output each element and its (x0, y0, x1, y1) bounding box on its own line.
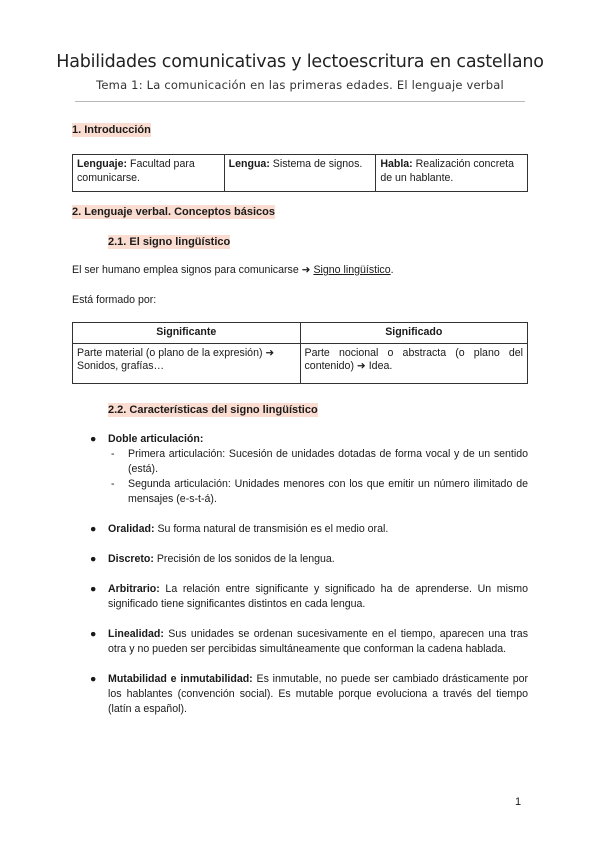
section-1-heading-text: 1. Introducción (72, 124, 151, 136)
signo-table-header-row (73, 323, 528, 344)
document-subtitle: Tema 1: La comunicación en las primeras edades. El lenguaje verbal (96, 78, 504, 92)
item-term: Discreto: (108, 553, 154, 565)
signo-table-row (73, 343, 528, 383)
header-significante: Significante (73, 323, 301, 344)
sub-item-segunda (72, 477, 528, 507)
characteristics-list (72, 432, 528, 717)
header-divider (75, 101, 525, 102)
definition-cell-lenguaje (73, 155, 225, 192)
definition-cell-habla (376, 155, 528, 192)
bullet-icon: ● (90, 433, 97, 445)
definition-text: Realización concreta de un hablante. (380, 158, 514, 184)
bullet-icon: ● (90, 583, 97, 595)
bullet-icon: ● (90, 673, 97, 685)
sub-item-text: Segunda articulación: Unidades menores con los que emitir un número ilimitado de mensajes (e-s-t-á). (128, 478, 528, 505)
item-term: Doble articulación: (108, 433, 204, 445)
item-term: Oralidad: (108, 523, 155, 535)
bullet-icon: ● (90, 553, 97, 565)
sub-item-text: Primera articulación: Sucesión de unidades dotadas de forma vocal y de un sentido (está). (128, 448, 528, 475)
cell-significado: Parte nocional o abstracta (o plano del contenido) ➜ Idea. (300, 343, 528, 383)
definition-term: Lenguaje: (77, 158, 128, 170)
document-title: Habilidades comunicativas y lectoescritura en castellano (56, 52, 544, 72)
item-text: Sus unidades se ordenan sucesivamente en el tiempo, aparecen una tras otra y no pueden ser percibidas simultáneamente que conforman la cadena hablada. (108, 628, 528, 655)
section-2-heading (72, 206, 275, 218)
cell-significante: Parte material (o plano de la expresión) ➜ Sonidos, grafías… (73, 343, 301, 383)
bullet-icon: ● (90, 628, 97, 640)
paragraph-signo-text: El ser humano emplea signos para comunicarse ➜ (72, 264, 314, 276)
signo-table (72, 322, 528, 384)
subsection-2-1-heading-text: 2.1. El signo lingüístico (108, 236, 231, 248)
sub-item-primera (72, 447, 528, 477)
subsection-2-1-heading (108, 236, 230, 248)
signo-linguistico-term: Signo lingüístico (313, 264, 391, 276)
list-item-mutabilidad (72, 672, 528, 717)
subsection-2-2-heading-text: 2.2. Características del signo lingüístico (108, 404, 318, 416)
list-item-oralidad (72, 522, 528, 537)
definition-term: Lengua: (228, 158, 270, 170)
dash-icon: - (111, 448, 115, 460)
definition-term: Habla: (380, 158, 413, 170)
definition-cell-lengua (224, 155, 376, 192)
list-item-linealidad (72, 627, 528, 657)
list-item-doble-articulacion (72, 432, 528, 447)
definitions-row (73, 155, 528, 192)
item-text: Su forma natural de transmisión es el medio oral. (154, 523, 389, 535)
item-term: Linealidad: (108, 628, 164, 640)
paragraph-signo-end: . (390, 264, 394, 276)
paragraph-formado: Está formado por: (72, 294, 157, 306)
item-text: Es inmutable, no puede ser cambiado drásticamente por los hablantes (convención social). Es mutable porque evoluciona a través del tiempo (latín a español). (108, 673, 529, 715)
definition-text: Sistema de signos. (269, 158, 363, 170)
item-term: Mutabilidad e inmutabilidad: (108, 673, 253, 685)
definition-text: Facultad para comunicarse. (77, 158, 195, 184)
subsection-2-2-heading (108, 404, 318, 416)
list-item-discreto (72, 552, 528, 567)
definitions-table (72, 154, 528, 192)
section-1-heading (72, 124, 151, 136)
item-term: Arbitrario: (108, 583, 160, 595)
item-text: La relación entre significante y significado ha de aprenderse. Un mismo significado tiene significantes distintos en cada lengua. (108, 583, 528, 610)
bullet-icon: ● (90, 523, 97, 535)
header-significado: Significado (300, 323, 528, 344)
dash-icon: - (111, 478, 115, 490)
item-text: Precisión de los sonidos de la lengua. (153, 553, 335, 565)
paragraph-signo (72, 264, 394, 276)
list-item-arbitrario (72, 582, 528, 612)
page-number: 1 (515, 796, 522, 808)
section-2-heading-text: 2. Lenguaje verbal. Conceptos básicos (72, 206, 275, 218)
